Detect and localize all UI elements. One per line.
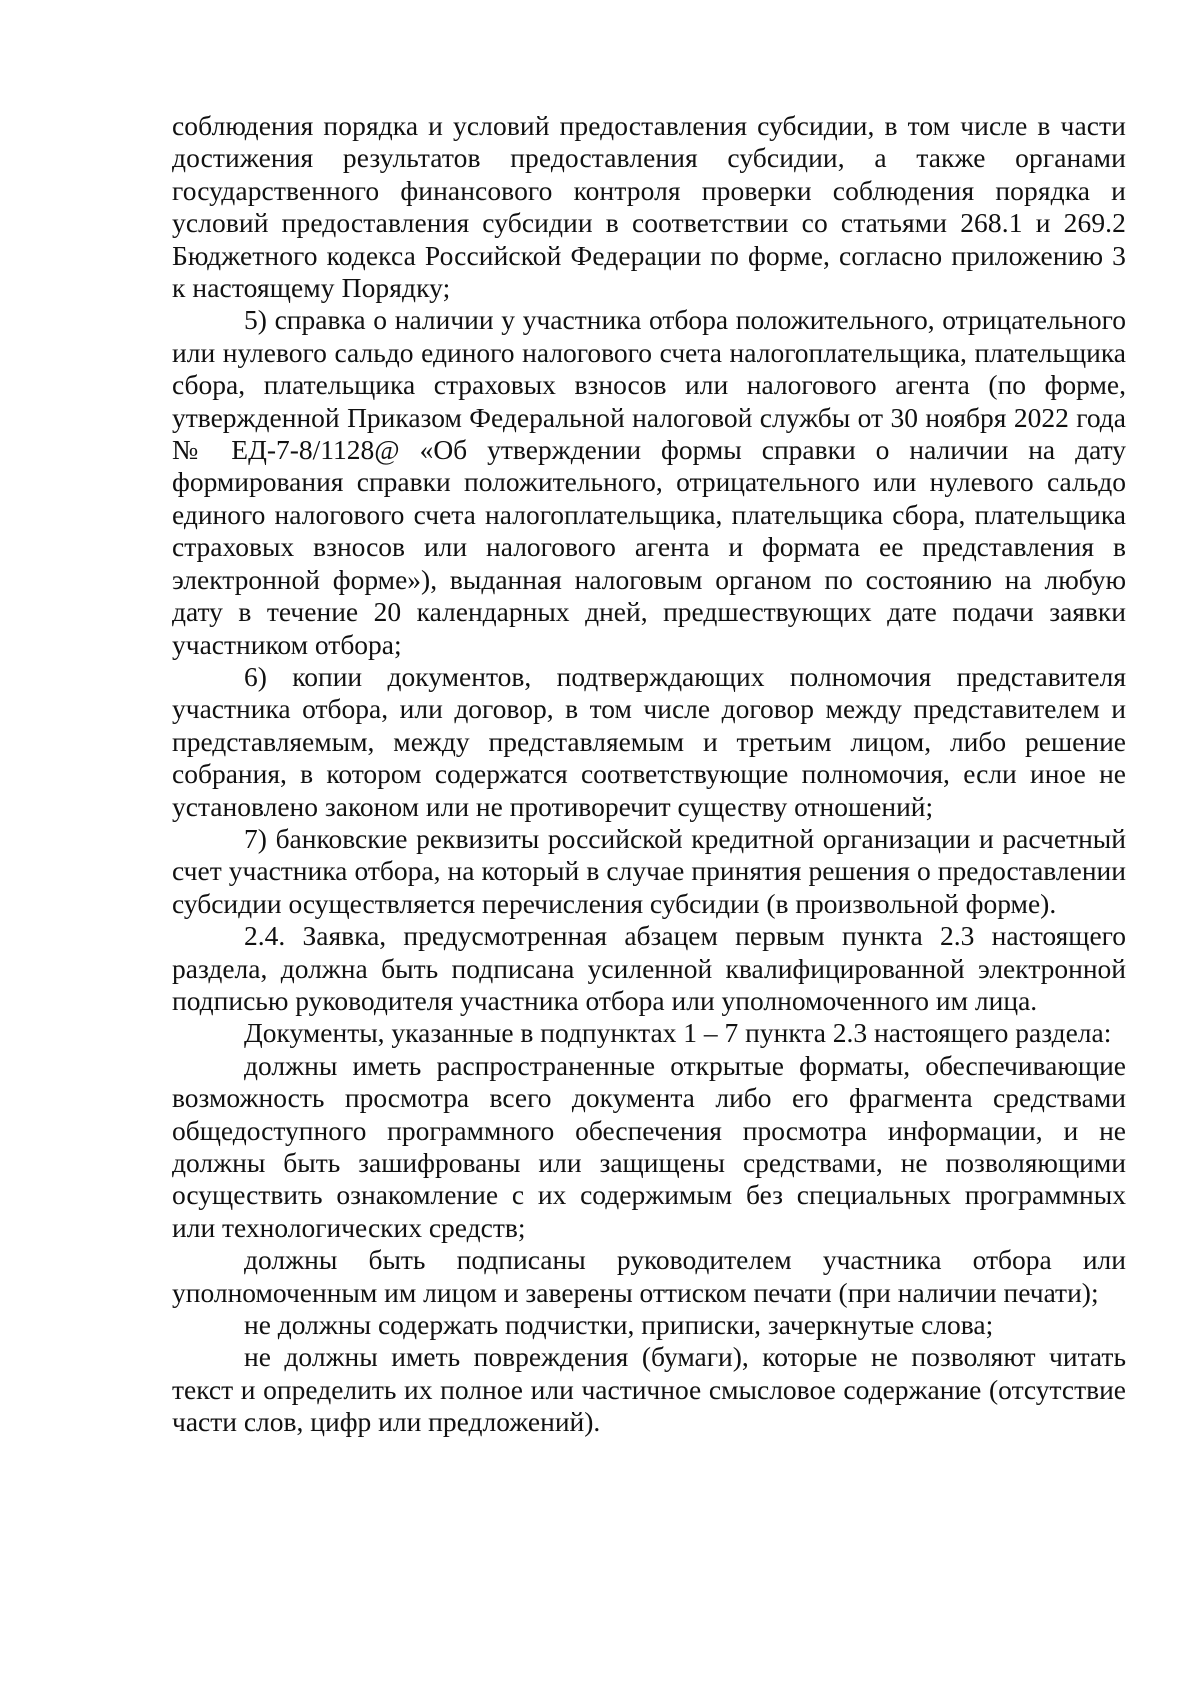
paragraph-continuation: соблюдения порядка и условий предоставления субсидии, в том числе в части достижения результатов предоставления субсидии, а также органами государственного финансового контроля проверки соблюдения порядка и условий предоставления субсидии в соответствии со статьями 268.1 и 269.2 Бюджетного кодекса Российской Федерации по форме, согласно приложению 3 к настоящему Порядку; <box>172 110 1126 304</box>
paragraph-clause-2-4: 2.4. Заявка, предусмотренная абзацем первым пункта 2.3 настоящего раздела, должна быть подписана усиленной квалифицированной электронной подписью руководителя участника отбора или уполномоченного им лица. <box>172 920 1126 1016</box>
paragraph-formats: должны иметь распространенные открытые форматы, обеспечивающие возможность просмотра всего документа либо его фрагмента средствами общедоступного программного обеспечения просмотра информации, и не должны быть зашифрованы или защищены средствами, не позволяющими осуществить ознакомление с их содержимым без специальных программных или технологических средств; <box>172 1049 1126 1243</box>
paragraph-item-6: 6) копии документов, подтверждающих полномочия представителя участника отбора, или договор, в том числе договор между представителем и представляемым, между представляемым и третьим лицом, либо решение собрания, в котором содержатся соответствующие полномочия, если иное не установлено законом или не противоречит существу отношений; <box>172 660 1126 822</box>
paragraph-no-erasures: не должны содержать подчистки, приписки, зачеркнутые слова; <box>244 1309 994 1341</box>
paragraph-item-7: 7) банковские реквизиты российской кредитной организации и расчетный счет участника отбора, на который в случае принятия решения о предоставлении субсидии осуществляется перечисления субсидии (в произвольной форме). <box>172 822 1126 919</box>
document-page <box>172 110 1126 1439</box>
paragraph-no-damage: не должны иметь повреждения (бумаги), которые не позволяют читать текст и определить их полное или частичное смысловое содержание (отсутствие части слов, цифр или предложений). <box>172 1341 1126 1438</box>
paragraph-signed: должны быть подписаны руководителем участника отбора или уполномоченным им лицом и заверены оттиском печати (при наличии печати); <box>172 1244 1126 1308</box>
paragraph-item-5: 5) справка о наличии у участника отбора положительного, отрицательного или нулевого сальдо единого налогового счета налогоплательщика, плательщика сбора, плательщика страховых взносов или налогового агента (по форме, утвержденной Приказом Федеральной налоговой службы от 30 ноября 2022 года № ЕД-7-8/1128@ «Об утверждении формы справки о наличии на дату формирования справки положительного, отрицательного или нулевого сальдо единого налогового счета налогоплательщика, плательщика сбора, плательщика страховых взносов или налогового агента и формата ее представления в электронной форме»), выданная налоговым органом по состоянию на любую дату в течение 20 календарных дней, предшествующих дате подачи заявки участником отбора; <box>172 304 1126 660</box>
paragraph-documents: Документы, указанные в подпунктах 1 – 7 пункта 2.3 настоящего раздела: <box>244 1017 1112 1049</box>
